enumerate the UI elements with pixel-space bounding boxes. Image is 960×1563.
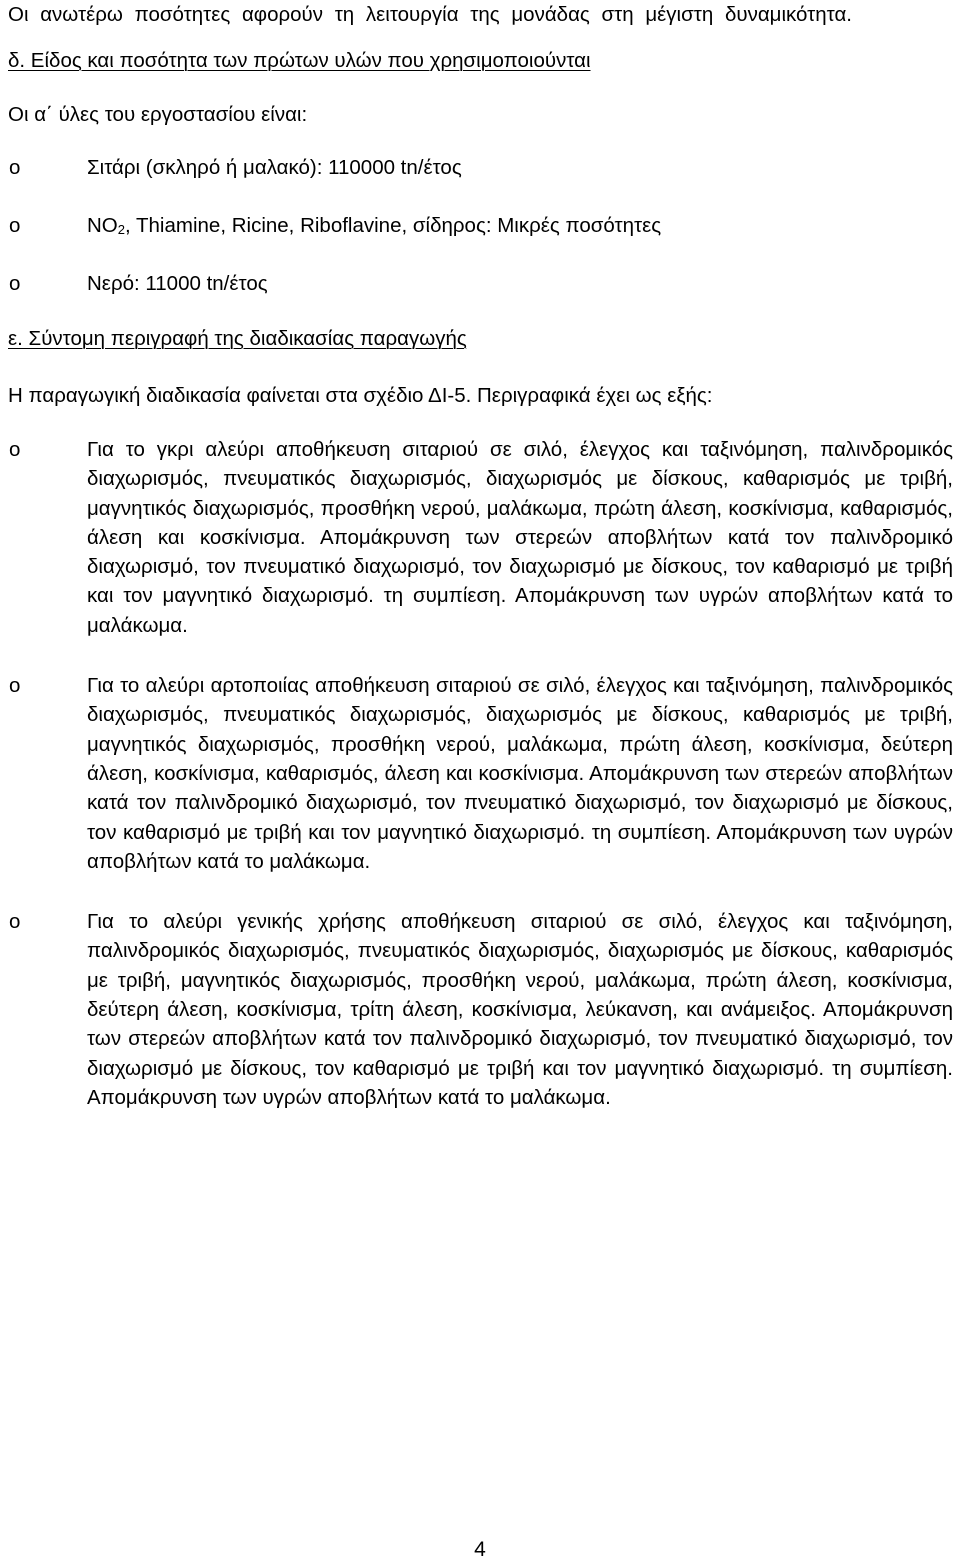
page-number: 4 bbox=[474, 1538, 486, 1561]
bullet-marker: o bbox=[9, 272, 21, 295]
process-grey-flour: Για το γκρι αλεύρι αποθήκευση σιταριού σε σιλό, έλεγχος και ταξινόμηση, παλινδρομικός διαχωρισμός, πνευματικός διαχωρισμός, διαχωρισμός με δίσκους, καθαρισμός με τριβή, μαγνητικός διαχωρισμός, προσθήκη νερού, μαλάκωμα, πρώτη άλεση, κοσκίνισμα, καθαρισμός, άλεση και κοσκίνισμα. Απομάκρυνση των στερεών αποβλήτων κατά τον παλινδρομικό διαχωρισμό, τον πνευματικό διαχωρισμό, τον διαχωρισμό με δίσκους, τον καθαρισμό με τριβή και τον μαγνητικό διαχωρισμό. τη συμπίεση. Απομάκρυνση των υγρών αποβλήτων κατά το μαλάκωμα. bbox=[87, 438, 953, 637]
raw-material-wheat: Σιτάρι (σκληρό ή μαλακό): 110000 tn/έτος bbox=[87, 156, 462, 179]
section-d-lead: Οι α΄ ύλες του εργοστασίου είναι: bbox=[8, 103, 308, 126]
bullet-marker: o bbox=[9, 674, 21, 698]
process-bakery-flour: Για το αλεύρι αρτοποιίας αποθήκευση σιταριού σε σιλό, έλεγχος και ταξινόμηση, παλινδρομικός διαχωρισμός, πνευματικός διαχωρισμός, διαχωρισμός με δίσκους, καθαρισμός με τριβή, μαγνητικός διαχωρισμός, προσθήκη νερού, μαλάκωμα, πρώτη άλεση, κοσκίνισμα, δεύτερη άλεση, κοσκίνισμα, καθαρισμός, άλεση και κοσκίνισμα. Απομάκρυνση των στερεών αποβλήτων κατά τον παλινδρομικό διαχωρισμό, τον πνευματικό διαχωρισμό, τον διαχωρισμό με δίσκους, τον καθαρισμό με τριβή και τον μαγνητικό διαχωρισμό. τη συμπίεση. Απομάκρυνση των υγρών αποβλήτων κατά το μαλάκωμα. bbox=[87, 674, 953, 873]
section-e-lead: Η παραγωγική διαδικασία φαίνεται στα σχέδιο ΔΙ-5. Περιγραφικά έχει ως εξής: bbox=[8, 384, 713, 407]
list-item bbox=[8, 907, 953, 1112]
bullet-marker: o bbox=[9, 156, 21, 179]
list-item bbox=[8, 269, 953, 298]
additives-list-text: , Thiamine, Ricine, Riboflavine, σίδηρος: Μικρές ποσότητες bbox=[124, 214, 662, 237]
chem-formula: NO bbox=[87, 214, 118, 237]
list-item bbox=[8, 671, 953, 876]
raw-material-additives bbox=[87, 214, 661, 237]
list-item bbox=[8, 153, 953, 182]
list-item bbox=[8, 435, 953, 640]
intro-paragraph: Οι ανωτέρω ποσότητες αφορούν τη λειτουργία της μονάδας στη μέγιστη δυναμικότητα. bbox=[8, 3, 853, 26]
process-general-flour: Για το αλεύρι γενικής χρήσης αποθήκευση σιταριού σε σιλό, έλεγχος και ταξινόμηση, παλινδρομικός διαχωρισμός, πνευματικός διαχωρισμός, διαχωρισμός με δίσκους, καθαρισμός με τριβή, μαγνητικός διαχωρισμός, προσθήκη νερού, μαλάκωμα, πρώτη άλεση, κοσκίνισμα, δεύτερη άλεση, κοσκίνισμα, τρίτη άλεση, κοσκίνισμα, λεύκανση, και ανάμειξος. Απομάκρυνση των στερεών αποβλήτων κατά τον παλινδρομικό διαχωρισμό, τον πνευματικό διαχωρισμό, τον διαχωρισμό με δίσκους, τον καθαρισμό με τριβή και τον μαγνητικό διαχωρισμό. τη συμπίεση. Απομάκρυνση των υγρών αποβλήτων κατά το μαλάκωμα. bbox=[87, 910, 953, 1109]
list-item bbox=[8, 211, 953, 240]
bullet-marker: o bbox=[9, 910, 21, 934]
raw-materials-list bbox=[8, 153, 953, 298]
section-e-heading: ε. Σύντομη περιγραφή της διαδικασίας παραγωγής bbox=[8, 327, 467, 350]
section-d-heading: δ. Είδος και ποσότητα των πρώτων υλών που χρησιμοποιούνται bbox=[8, 49, 591, 72]
bullet-marker: o bbox=[9, 214, 21, 237]
chem-subscript: 2 bbox=[117, 222, 125, 237]
raw-material-water: Νερό: 11000 tn/έτος bbox=[87, 272, 268, 295]
bullet-marker: o bbox=[9, 438, 21, 461]
process-description-list bbox=[8, 435, 953, 1112]
